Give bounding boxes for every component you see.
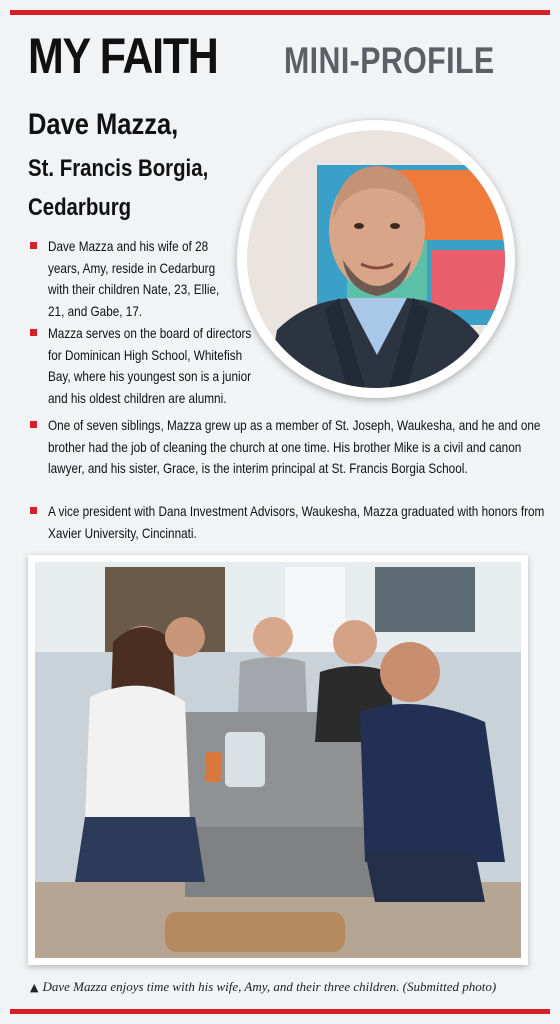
portrait-image xyxy=(247,130,505,388)
bullet-marker xyxy=(30,242,37,249)
bullet-text: Mazza serves on the board of directors for Dominican High School, Whitefish Bay, where his youngest son is a junior and his oldest children are alumni. xyxy=(48,325,252,406)
page-header xyxy=(28,27,495,85)
bullet-marker xyxy=(30,507,37,514)
caption-text: Dave Mazza enjoys time with his wife, Amy, and their three children. (Submitted photo) xyxy=(42,979,497,994)
caption-marker-icon: ▲ xyxy=(30,981,39,994)
header-subtitle: MINI-PROFILE xyxy=(284,40,495,81)
bullet-text: Dave Mazza and his wife of 28 years, Amy, reside in Cedarburg with their children Nate, 23, Ellie, 21, and Gabe, 17. xyxy=(48,238,220,319)
top-rule xyxy=(10,10,550,15)
bullet-text: One of seven siblings, Mazza grew up as a member of St. Joseph, Waukesha, and he and one brother had the job of cleaning the church at one time. His brother Mike is a civil and canon lawyer, and his sister, Grace, is the interim principal at St. Francis Borgia School. xyxy=(48,417,541,476)
bullet-text: A vice president with Dana Investment Advisors, Waukesha, Mazza graduated with honors from Xavier University, Cincinnati. xyxy=(48,503,545,541)
profile-city: Cedarburg xyxy=(28,194,132,221)
profile-name: Dave Mazza, xyxy=(28,108,179,141)
portrait-photo xyxy=(237,120,515,398)
family-photo xyxy=(28,555,528,965)
bullet-marker xyxy=(30,421,37,428)
photo-caption xyxy=(30,979,496,995)
bottom-rule xyxy=(10,1009,550,1014)
profile-parish: St. Francis Borgia, xyxy=(28,155,209,182)
family-image xyxy=(35,562,521,958)
header-title: MY FAITH xyxy=(28,28,218,84)
bullet-marker xyxy=(30,329,37,336)
